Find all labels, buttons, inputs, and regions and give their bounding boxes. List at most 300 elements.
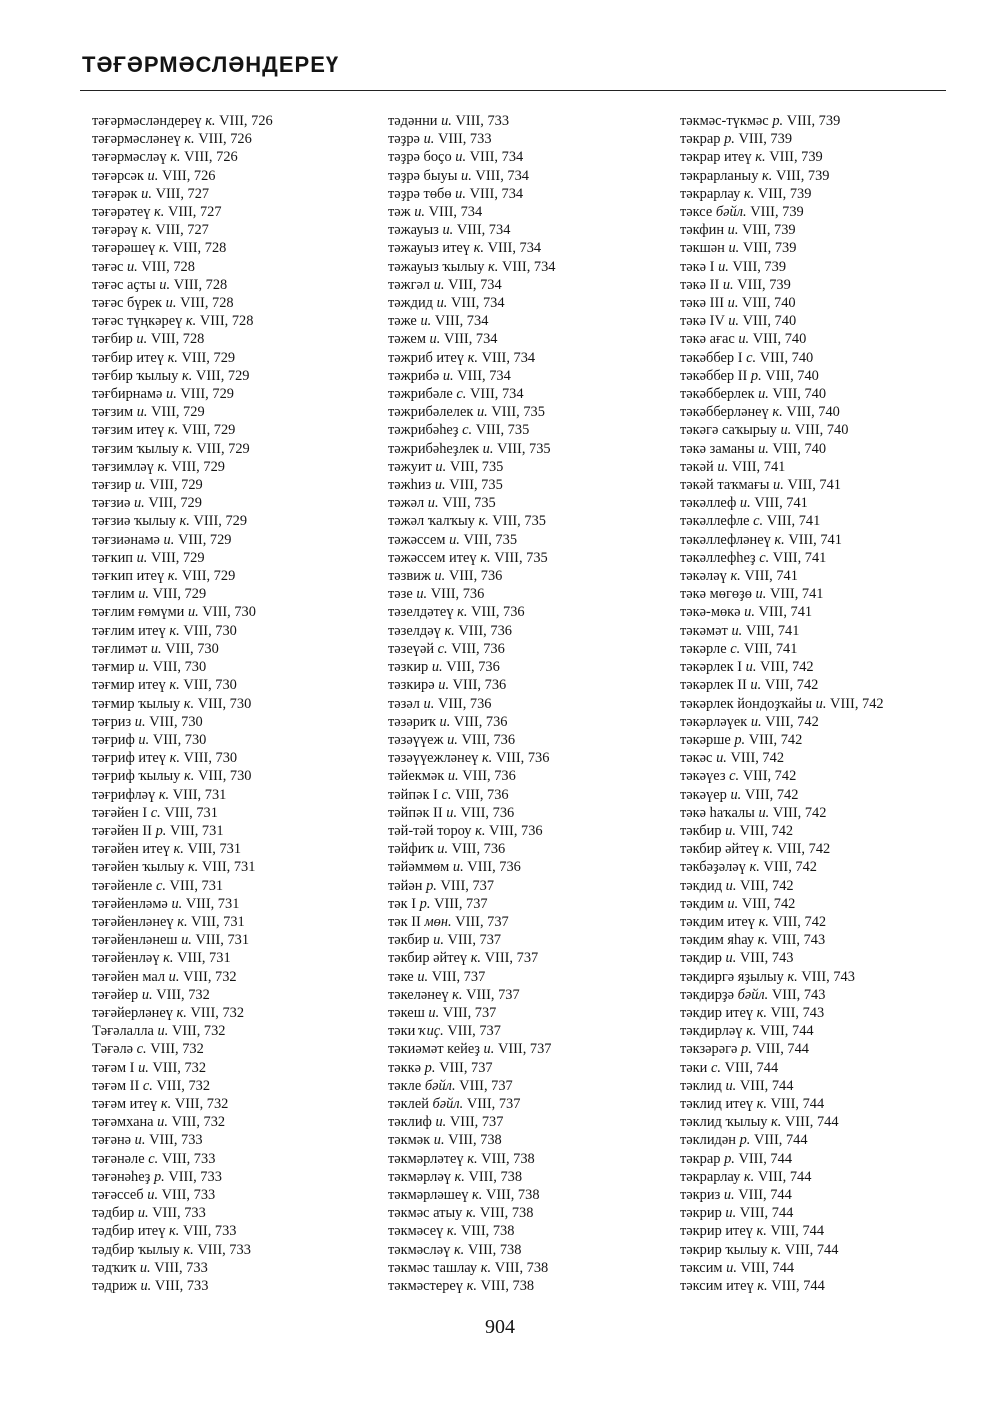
- entry-pos: и.: [140, 1278, 152, 1294]
- index-entry: [388, 1277, 668, 1295]
- entry-term: тәкәмәт: [680, 622, 728, 639]
- entry-reference: VIII, 741: [788, 531, 842, 548]
- entry-reference: VIII, 731: [164, 804, 218, 821]
- entry-reference: VIII, 742: [744, 786, 799, 803]
- entry-reference: VIII, 739: [757, 185, 812, 202]
- index-entry: [388, 585, 668, 603]
- entry-reference: VIII, 729: [151, 549, 205, 566]
- entry-pos: и.: [716, 750, 727, 767]
- index-entry: [680, 913, 980, 931]
- entry-pos: к.: [154, 204, 165, 221]
- entry-reference: VIII, 740: [786, 404, 840, 421]
- index-entry: [680, 203, 980, 221]
- index-entry: [92, 167, 372, 185]
- index-entry: [388, 385, 668, 403]
- entry-pos: и.: [447, 768, 459, 785]
- index-entry: [92, 494, 372, 512]
- entry-term: тәғриф итеү: [92, 750, 166, 767]
- index-entry: [680, 1113, 980, 1131]
- index-entry: [92, 640, 372, 658]
- entry-reference: VIII, 744: [738, 1150, 793, 1167]
- entry-reference: VIII, 739: [750, 204, 804, 221]
- entry-reference: VIII, 744: [755, 1041, 810, 1058]
- entry-pos: с.: [462, 422, 473, 439]
- index-entry: [680, 167, 980, 185]
- entry-reference: VIII, 736: [446, 659, 500, 676]
- entry-reference: VIII, 729: [193, 513, 248, 530]
- entry-term: тәкә мөгөҙө: [680, 586, 752, 603]
- entry-pos: к.: [743, 185, 755, 202]
- index-entry: [680, 512, 980, 530]
- entry-term: тәй-тәй тороу: [388, 822, 472, 839]
- entry-term: тәғзим: [92, 404, 134, 421]
- entry-term: тәкрир: [680, 1205, 722, 1222]
- index-entry: [388, 440, 668, 458]
- entry-pos: и.: [138, 731, 150, 748]
- entry-term: тәғәйен ҡылыу: [92, 859, 185, 876]
- entry-term: тәғкип итеү: [92, 568, 165, 585]
- entry-reference: VIII, 736: [453, 713, 508, 730]
- index-entry: [388, 494, 668, 512]
- entry-pos: и.: [134, 477, 146, 494]
- entry-term: тәки: [680, 1059, 708, 1076]
- entry-term: тәкдим: [680, 895, 724, 912]
- entry-term: тәғәс түңкәреү: [92, 313, 183, 330]
- index-entry: [680, 1222, 980, 1240]
- entry-term: тәкә-мөкә: [680, 604, 741, 621]
- index-entry: [680, 585, 980, 603]
- index-entry: [680, 112, 980, 130]
- entry-reference: VIII, 733: [149, 1132, 203, 1149]
- index-entry: [680, 1040, 980, 1058]
- index-entry: [388, 549, 668, 567]
- entry-reference: VIII, 739: [738, 131, 793, 148]
- index-entry: [680, 567, 980, 585]
- entry-pos: с.: [150, 804, 161, 821]
- entry-pos: к.: [157, 458, 168, 475]
- entry-reference: VIII, 727: [155, 222, 209, 239]
- index-entry: [388, 1131, 668, 1149]
- index-entry: [92, 1040, 372, 1058]
- entry-pos: и.: [181, 932, 192, 949]
- entry-reference: VIII, 744: [739, 1077, 794, 1094]
- entry-term: тәкеләнеү: [388, 986, 449, 1003]
- entry-reference: VIII, 744: [760, 1023, 814, 1040]
- index-entry: [92, 239, 372, 257]
- entry-term: тәкдиргә яҙылыу: [680, 968, 784, 985]
- entry-term: тәғлим итеү: [92, 622, 166, 639]
- index-entry: [680, 476, 980, 494]
- index-entry: [680, 731, 980, 749]
- index-entry: [92, 931, 372, 949]
- index-entry: [92, 731, 372, 749]
- entry-reference: VIII, 737: [455, 913, 509, 930]
- entry-pos: и.: [750, 677, 762, 694]
- index-entry: [92, 421, 372, 439]
- index-column-3: [680, 112, 980, 1295]
- entry-pos: р.: [155, 822, 167, 839]
- entry-reference: VIII, 738: [467, 1241, 522, 1258]
- index-entry: [680, 349, 980, 367]
- entry-term: тәкрарлау: [680, 185, 741, 202]
- entry-reference: VIII, 738: [494, 1259, 549, 1276]
- entry-pos: с.: [746, 349, 757, 366]
- index-entry: [680, 421, 980, 439]
- index-entry: [680, 1241, 980, 1259]
- entry-reference: VIII, 738: [479, 1205, 534, 1222]
- entry-pos: с.: [710, 1059, 721, 1076]
- index-entry: [388, 913, 668, 931]
- entry-term: тәкрарлау: [680, 1168, 741, 1185]
- index-entry: [388, 895, 668, 913]
- entry-pos: и.: [431, 659, 443, 676]
- entry-pos: и.: [134, 1132, 146, 1149]
- entry-reference: VIII, 741: [772, 549, 827, 566]
- entry-term: тәжәссем итеү: [388, 549, 477, 566]
- entry-pos: с.: [148, 1150, 159, 1167]
- entry-pos: и.: [136, 549, 148, 566]
- entry-term: тәзелдәү: [388, 622, 441, 639]
- index-entry: [92, 476, 372, 494]
- entry-pos: р.: [739, 1132, 751, 1149]
- entry-reference: VIII, 739: [737, 276, 791, 293]
- entry-pos: и.: [126, 258, 138, 275]
- entry-pos: и.: [435, 458, 447, 475]
- entry-pos: и.: [758, 440, 769, 457]
- entry-term: тәғзимләү: [92, 458, 154, 475]
- entry-term: тәкәллефһеҙ: [680, 549, 756, 566]
- index-entry: [680, 695, 980, 713]
- entry-reference: VIII, 730: [197, 695, 252, 712]
- entry-term: тәксим: [680, 1259, 723, 1276]
- entry-term: тәжуит: [388, 458, 432, 475]
- index-entry: [680, 1150, 980, 1168]
- entry-reference: VIII, 736: [437, 695, 492, 712]
- entry-reference: VIII, 734: [481, 349, 536, 366]
- entry-term: тәғәрәшеү: [92, 240, 156, 257]
- index-entry: [92, 949, 372, 967]
- entry-pos: и.: [730, 786, 742, 803]
- entry-term: тәғәйенләнеү: [92, 913, 174, 930]
- entry-reference: VIII, 742: [739, 822, 794, 839]
- entry-reference: VIII, 732: [150, 1041, 204, 1058]
- entry-term: тәкбир: [680, 822, 722, 839]
- entry-term: тәғәйенләү: [92, 950, 160, 967]
- index-entry: [680, 148, 980, 166]
- entry-pos: к.: [454, 1168, 465, 1185]
- entry-reference: VIII, 738: [481, 1150, 535, 1167]
- entry-reference: VIII, 731: [187, 841, 242, 858]
- entry-term: тәкәллеф: [680, 495, 737, 512]
- entry-reference: VIII, 732: [171, 1023, 226, 1040]
- entry-reference: VIII, 732: [174, 1095, 229, 1112]
- index-entry: [680, 1277, 980, 1295]
- index-entry: [388, 1186, 668, 1204]
- entry-reference: VIII, 740: [765, 367, 819, 384]
- entry-pos: и.: [461, 167, 472, 184]
- entry-term: тәкфин: [680, 222, 725, 239]
- index-entry: [388, 877, 668, 895]
- entry-pos: р.: [419, 895, 431, 912]
- entry-term: тәғәссеб: [92, 1186, 144, 1203]
- index-entry: [92, 112, 372, 130]
- entry-pos: и.: [476, 404, 488, 421]
- index-entry: [388, 531, 668, 549]
- entry-term: тәкәй: [680, 458, 714, 475]
- entry-term: тәж: [388, 204, 411, 221]
- entry-reference: VIII, 737: [466, 1095, 521, 1112]
- index-entry: [680, 968, 980, 986]
- entry-term: тәкшән: [680, 240, 725, 257]
- entry-pos: к.: [756, 1223, 767, 1240]
- entry-term: тәкмәсләү: [388, 1241, 451, 1258]
- entry-term: тәкәрлек II: [680, 677, 747, 694]
- entry-pos: и.: [159, 276, 171, 293]
- entry-pos: и.: [435, 1114, 447, 1131]
- entry-term: тәкәббер II: [680, 367, 748, 384]
- entry-reference: VIII, 736: [460, 804, 515, 821]
- index-entry: [680, 713, 980, 731]
- entry-term: тәғәс: [92, 258, 124, 275]
- entry-pos: к.: [173, 841, 184, 858]
- entry-term: тәкәгә саҡырыу: [680, 422, 777, 439]
- entry-reference: VIII, 733: [168, 1168, 222, 1185]
- entry-reference: VIII, 730: [183, 622, 237, 639]
- entry-pos: к.: [177, 913, 188, 930]
- index-entry: [680, 749, 980, 767]
- entry-pos: и.: [414, 204, 426, 221]
- entry-reference: VIII, 741: [758, 604, 813, 621]
- index-entry: [388, 403, 668, 421]
- entry-pos: и.: [136, 331, 148, 348]
- entry-term: тәкмәсеү: [388, 1223, 444, 1240]
- entry-reference: VIII, 742: [760, 659, 814, 676]
- entry-reference: VIII, 740: [772, 440, 827, 457]
- entry-reference: VIII, 728: [141, 258, 195, 275]
- entry-term: тәғзиә: [92, 495, 131, 512]
- entry-pos: с.: [753, 513, 764, 530]
- entry-term: тәғәйер: [92, 986, 139, 1003]
- entry-pos: и.: [165, 295, 177, 312]
- entry-reference: VIII, 739: [732, 258, 787, 275]
- page-number: 904: [485, 1316, 515, 1338]
- entry-pos: и.: [438, 677, 450, 694]
- entry-reference: VIII, 734: [475, 167, 529, 184]
- entry-term: тәзәл: [388, 695, 420, 712]
- entry-reference: VIII, 726: [219, 113, 273, 129]
- entry-pos: и.: [147, 167, 159, 184]
- entry-reference: VIII, 735: [449, 458, 504, 475]
- entry-reference: VIII, 728: [180, 295, 234, 312]
- entry-term: тәклей: [388, 1095, 429, 1112]
- entry-pos: к.: [167, 422, 179, 439]
- entry-pos: и.: [147, 1186, 159, 1203]
- entry-term: тәкдир итеү: [680, 1004, 754, 1021]
- entry-pos: к.: [187, 859, 199, 876]
- entry-reference: VIII, 738: [480, 1278, 535, 1294]
- index-entry: [92, 1204, 372, 1222]
- entry-term: тәғкип: [92, 549, 133, 566]
- entry-pos: и.: [141, 986, 153, 1003]
- entry-term: тәжгәл: [388, 276, 431, 293]
- entry-pos: и.: [727, 222, 739, 239]
- index-entry: [680, 603, 980, 621]
- entry-pos: и.: [744, 604, 755, 621]
- index-entry: [92, 130, 372, 148]
- entry-reference: VIII, 731: [177, 950, 231, 967]
- entry-term: тәкә III: [680, 295, 725, 312]
- entry-reference: VIII, 738: [468, 1168, 523, 1185]
- entry-term: тәжриб итеү: [388, 349, 465, 366]
- entry-pos: к.: [749, 859, 760, 876]
- entry-term: Тәғәлалла: [92, 1023, 154, 1040]
- entry-pos: с.: [759, 549, 770, 566]
- entry-pos: к.: [746, 1023, 757, 1040]
- entry-reference: VIII, 744: [738, 1186, 792, 1203]
- entry-term: тәйфиҡ: [388, 841, 434, 858]
- entry-term: тәғәйен итеү: [92, 841, 170, 858]
- index-entry: [388, 622, 668, 640]
- index-entry: [388, 185, 668, 203]
- entry-term: тәдбир итеү: [92, 1223, 166, 1240]
- entry-pos: к.: [472, 1186, 483, 1203]
- index-entry: [680, 895, 980, 913]
- index-entry: [92, 658, 372, 676]
- entry-term: тәкәрлек I: [680, 659, 743, 676]
- entry-term: тәкбәҙәләү: [680, 859, 746, 876]
- entry-pos: и.: [437, 841, 449, 858]
- index-entry: [388, 840, 668, 858]
- entry-reference: VIII, 738: [485, 1186, 540, 1203]
- index-entry: [92, 895, 372, 913]
- entry-term: тәғәйенләмә: [92, 895, 168, 912]
- entry-pos: и.: [731, 622, 743, 639]
- index-entry: [92, 458, 372, 476]
- entry-pos: к.: [205, 113, 216, 129]
- index-entry: [92, 221, 372, 239]
- entry-reference: VIII, 736: [467, 859, 521, 876]
- entry-reference: VIII, 729: [171, 458, 225, 475]
- entry-term: тәғәйенле: [92, 877, 153, 894]
- entry-term: тәғлим: [92, 586, 135, 603]
- index-entry: [92, 1131, 372, 1149]
- entry-pos: к.: [787, 968, 798, 985]
- index-entry: [92, 840, 372, 858]
- index-entry: [680, 1131, 980, 1149]
- index-entry: [388, 968, 668, 986]
- entry-pos: к.: [169, 750, 180, 767]
- index-entry: [92, 1277, 372, 1295]
- index-entry: [680, 640, 980, 658]
- index-entry: [92, 531, 372, 549]
- index-entry: [680, 330, 980, 348]
- entry-reference: VIII, 736: [461, 731, 516, 748]
- entry-reference: VIII, 736: [458, 622, 512, 639]
- entry-reference: VIII, 731: [169, 822, 224, 839]
- entry-pos: и.: [482, 440, 494, 457]
- index-entry: [388, 858, 668, 876]
- index-entry: [92, 968, 372, 986]
- entry-pos: и.: [166, 386, 177, 403]
- entry-pos: и.: [433, 1132, 445, 1149]
- entry-reference: VIII, 741: [731, 458, 786, 475]
- entry-term: тәғзим ҡылыу: [92, 440, 179, 457]
- index-entry: [680, 549, 980, 567]
- index-entry: [92, 567, 372, 585]
- entry-reference: VIII, 729: [149, 477, 203, 494]
- entry-term: тәғәйен II: [92, 822, 152, 839]
- entry-term: тәждид: [388, 295, 433, 312]
- entry-reference: VIII, 736: [448, 568, 503, 585]
- index-entry: [388, 695, 668, 713]
- entry-reference: VIII, 727: [155, 185, 210, 202]
- entry-term: тәкмәс атыу: [388, 1205, 463, 1222]
- index-entry: [680, 1168, 980, 1186]
- index-entry: [680, 1186, 980, 1204]
- entry-term: тәкле: [388, 1077, 422, 1094]
- entry-pos: и.: [773, 477, 784, 494]
- entry-pos: и.: [727, 295, 739, 312]
- entry-reference: VIII, 742: [764, 677, 819, 694]
- entry-pos: к.: [475, 822, 486, 839]
- entry-reference: VIII, 733: [154, 1259, 208, 1276]
- entry-reference: VIII, 734: [450, 295, 505, 312]
- header-rule: [80, 90, 946, 91]
- index-entry: [388, 1259, 668, 1277]
- entry-reference: VIII, 736: [462, 768, 516, 785]
- entry-reference: VIII, 729: [196, 440, 250, 457]
- entry-reference: VIII, 739: [775, 167, 830, 184]
- entry-reference: VIII, 737: [442, 1004, 497, 1021]
- entry-term: тәкзәрәгә: [680, 1041, 738, 1058]
- index-entry: [92, 913, 372, 931]
- entry-pos: к.: [141, 222, 152, 239]
- entry-reference: VIII, 735: [449, 477, 503, 494]
- index-entry: [92, 676, 372, 694]
- index-entry: [388, 1168, 668, 1186]
- entry-pos: к.: [756, 1095, 767, 1112]
- entry-term: тәйпәк II: [388, 804, 443, 821]
- entry-pos: и.: [138, 659, 149, 676]
- index-entry: [388, 1077, 668, 1095]
- entry-reference: VIII, 732: [190, 1004, 245, 1021]
- entry-term: тәғәм итеү: [92, 1095, 158, 1112]
- entry-reference: VIII, 742: [740, 877, 794, 894]
- entry-term: тәкрар: [680, 131, 721, 148]
- entry-term: тәкрир ҡылыу: [680, 1241, 768, 1258]
- entry-reference: VIII, 744: [753, 1132, 808, 1149]
- index-entry: [388, 239, 668, 257]
- entry-term: тәкрарланыу: [680, 167, 759, 184]
- index-entry: [388, 258, 668, 276]
- entry-pos: к.: [167, 568, 179, 585]
- entry-reference: VIII, 736: [451, 841, 506, 858]
- entry-pos: и.: [442, 222, 454, 239]
- entry-pos: к.: [182, 440, 193, 457]
- entry-reference: VIII, 732: [152, 1059, 207, 1076]
- entry-reference: VIII, 733: [182, 1223, 237, 1240]
- entry-pos: к.: [158, 786, 170, 803]
- entry-reference: VIII, 730: [152, 659, 207, 676]
- entry-term: тәғәрмәсләндереү: [92, 113, 202, 129]
- index-entry: [388, 1150, 668, 1168]
- index-entry: [680, 276, 980, 294]
- entry-reference: VIII, 732: [156, 986, 210, 1003]
- index-entry: [388, 676, 668, 694]
- entry-term: тәкәрлек йондоҙҡайы: [680, 695, 813, 712]
- index-entry: [92, 258, 372, 276]
- index-entry: [388, 167, 668, 185]
